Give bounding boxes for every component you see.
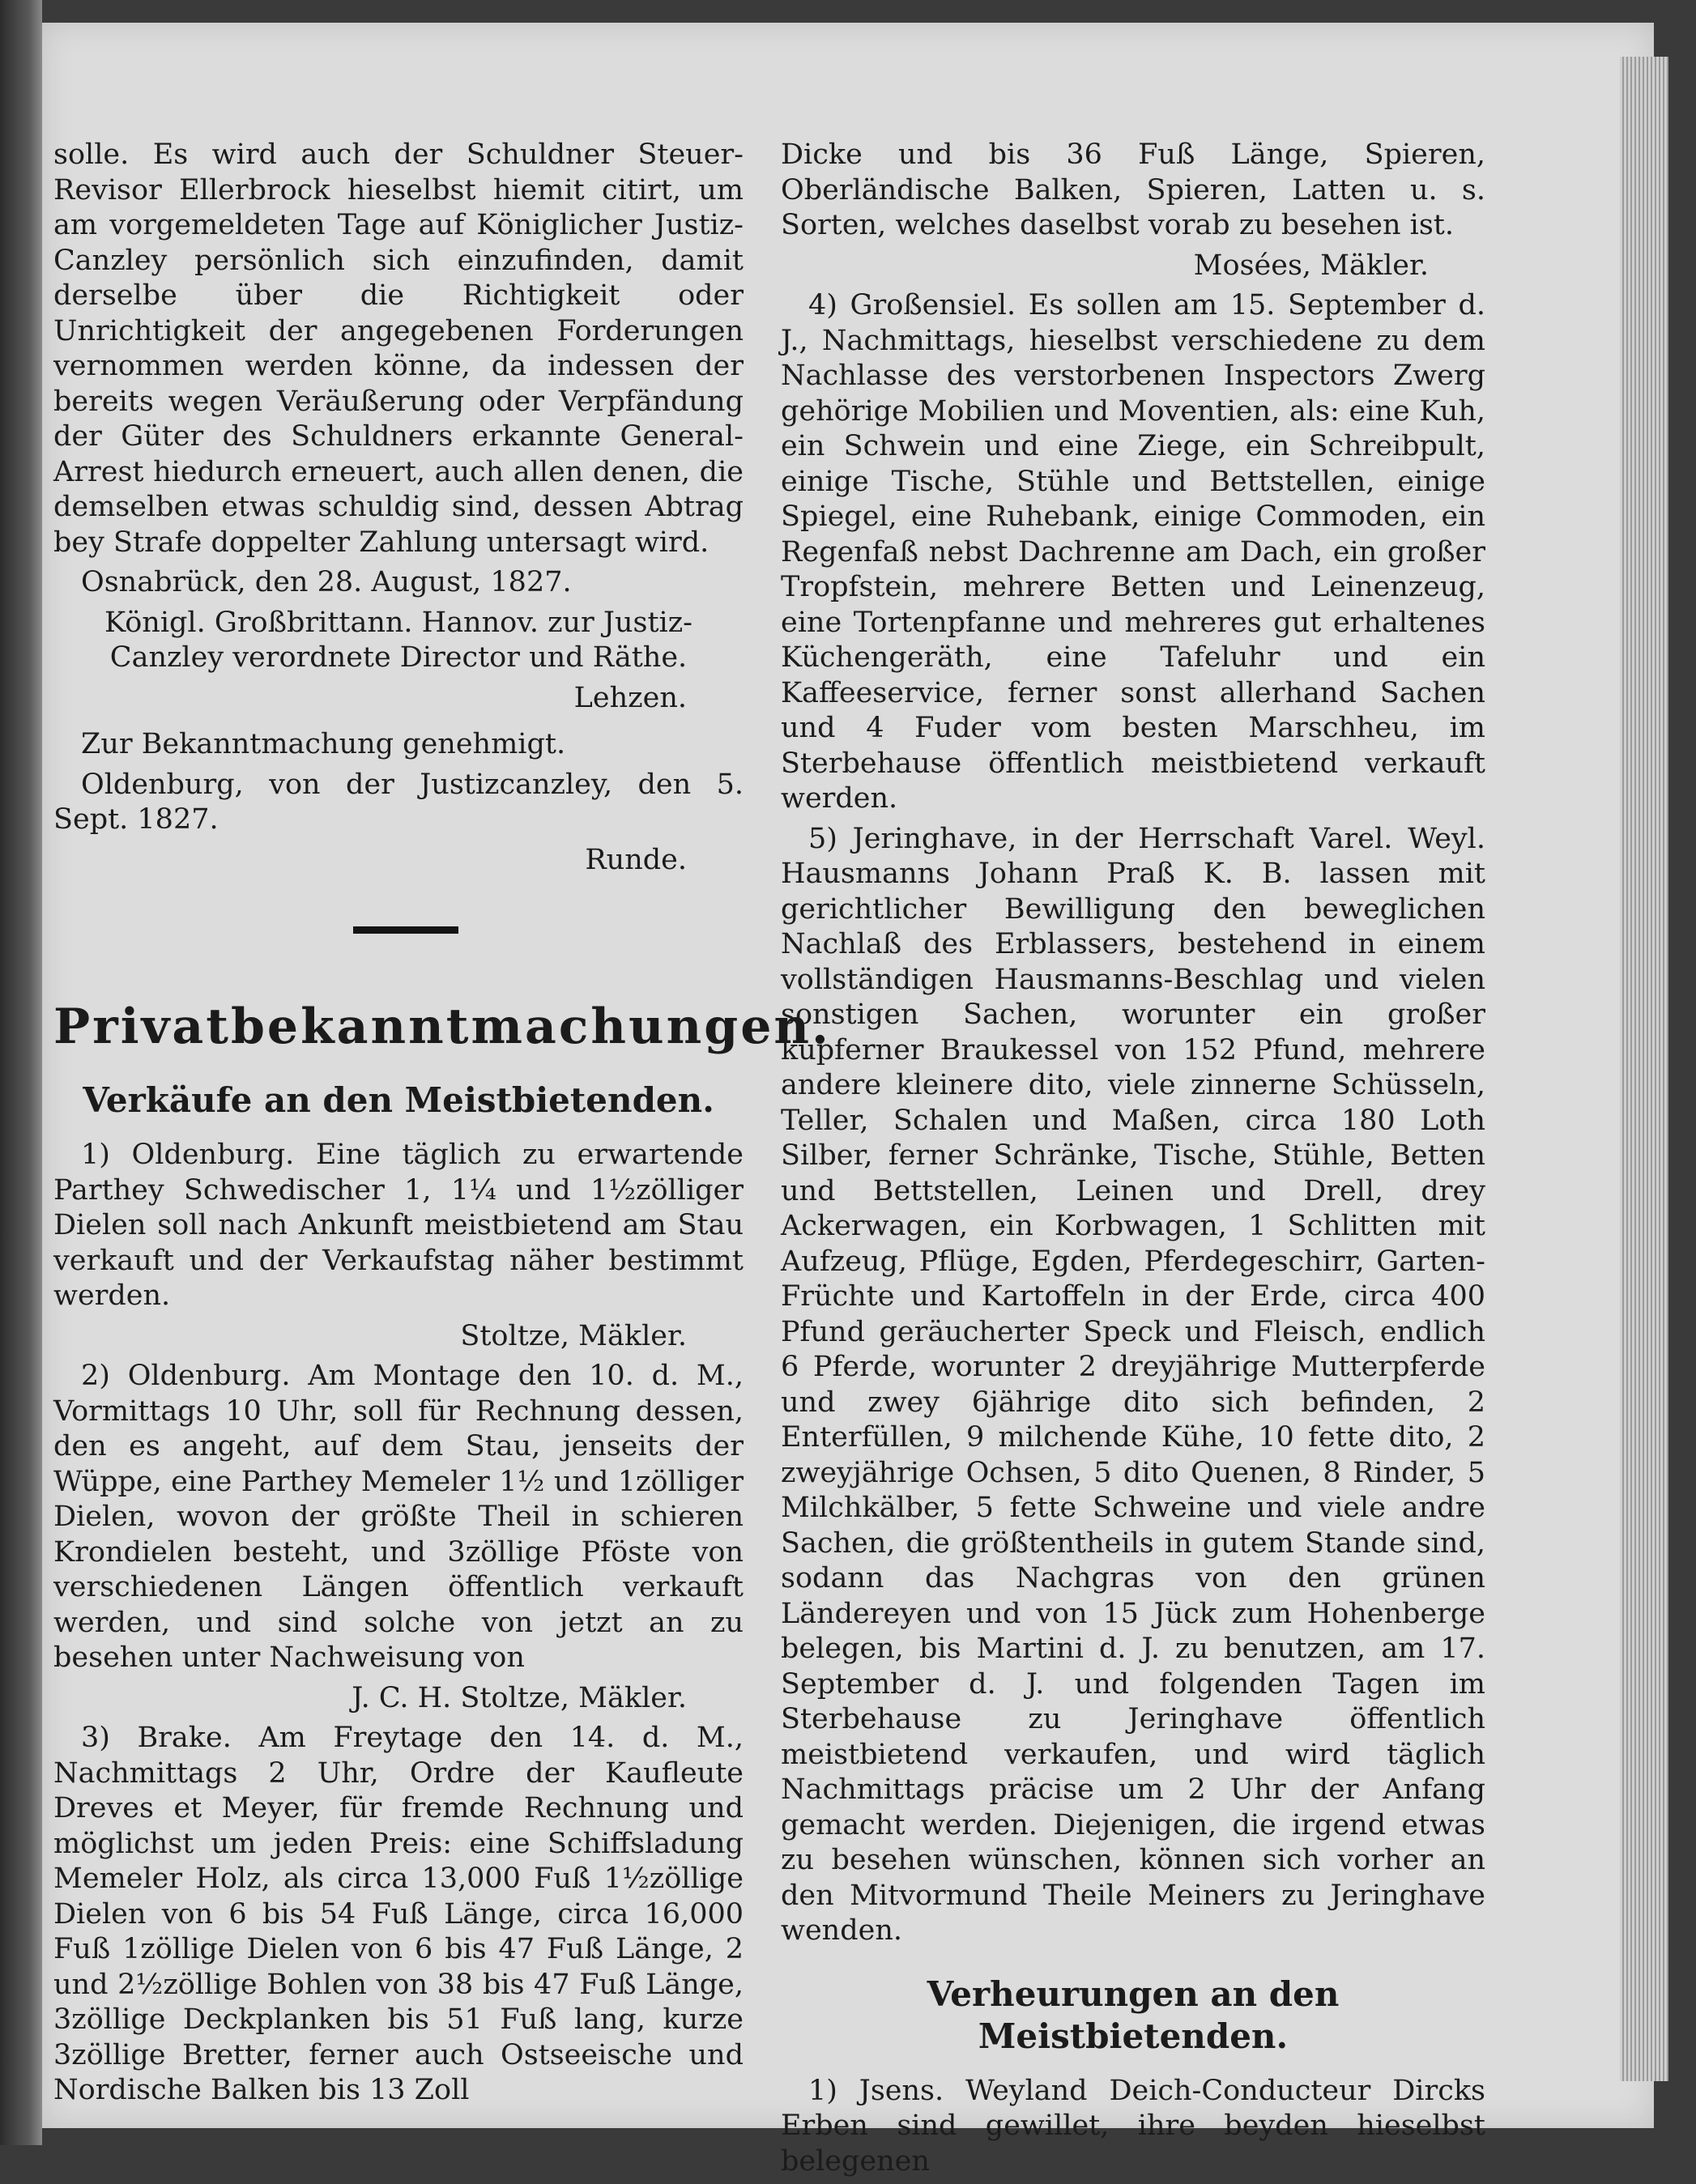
place-date: Osnabrück, den 28. August, 1827. [81,566,572,598]
subsection-title: Verkäufe an den Meistbietenden. [83,1080,714,1120]
signature-runde: Runde. [585,843,687,876]
item-3-signature: Mosées, Mäkler. [1193,249,1429,282]
left-column [53,138,831,2114]
intro-paragraph: solle. Es wird auch der Schuldner Steuer-Revisor Ellerbrock hieselbst hiemit citirt, um am vorgemeldeten Tage auf Königlicher Justiz-Canzley persönlich sich einzufinden, damit derselbe über die Richtigkeit oder Unrichtigkeit der angegebenen Forderungen vernommen werden könne, da indessen der bereits wegen Veräußerung oder Verpfändung der Güter des Schuldners erkannte General-Arrest hiedurch erneuert, auch allen denen, die demselben etwas schuldig sind, dessen Abtrag bey Strafe doppelter Zahlung untersagt wird. [53,138,744,559]
item-2: 2) Oldenburg. Am Montage den 10. d. M., Vormittags 10 Uhr, soll für Rechnung dessen, den es angeht, auf dem Stau, jenseits der Wüppe, eine Parthey Memeler 1½ und 1zölliger Dielen, wovon der größte Theil in schieren Krondielen besteht, und 3zöllige Pföste von verschiedenen Längen öffentlich verkauft werden, und sind solche von jetzt an zu besehen unter Nachweisung von [53,1360,744,1674]
item-2-signature: J. C. H. Stoltze, Mäkler. [352,1681,687,1714]
item-1-signature: Stoltze, Mäkler. [460,1319,687,1352]
section-divider [353,926,458,934]
authority-line: Königl. Großbrittann. Hannov. zur Justiz-Canzley verordnete Director und Räthe. [104,606,692,674]
approval-line: Zur Bekanntmachung genehmigt. [81,728,566,760]
oldenburg-date: Oldenburg, von der Justizcanzley, den 5. Sept. 1827. [53,768,744,836]
book-gutter [0,0,42,2145]
item-3-continued: Dicke und bis 36 Fuß Länge, Spieren, Oberländische Balken, Spieren, Latten u. s. Sorten, welches daselbst vorab zu besehen ist. [781,138,1485,241]
item-6: 1) Jsens. Weyland Deich-Conducteur Dircks Erben sind gewillet, ihre beyden hieselbst belegenen [781,2074,1485,2178]
subsection-2-title: Verheurungen an den Meistbietenden. [927,1973,1340,2056]
item-5: 5) Jeringhave, in der Herrschaft Varel. Weyl. Hausmanns Johann Praß K. B. lassen mit gerichtlicher Bewilligung den beweglichen Nachlaß des Erblassers, bestehend in einem vollständigen Hausmanns-Beschlag und vielen sonstigen Sachen, worunter ein großer kupferner Braukessel von 152 Pfund, mehrere andere kleinere dito, viele zinnerne Schüsseln, Teller, Schalen und Maßen, circa 180 Loth Silber, ferner Schränke, Tische, Stühle, Betten und Bettstellen, Leinen und Drell, drey Ackerwagen, ein Korbwagen, 1 Schlitten mit Aufzeug, Pflüge, Egden, Pferdegeschirr, Garten-Früchte und Kartoffeln in der Erde, circa 400 Pfund geräucherter Speck und Fleisch, endlich 6 Pferde, worunter 2 dreyjährige Mutterpferde und zwey 6jährige dito sich befinden, 2 Enterfüllen, 9 milchende Kühe, 10 fette dito, 2 zweyjährige Ochsen, 5 dito Quenen, 8 Rinder, 5 Milchkälber, 5 fette Schweine und viele andre Sachen, die größtentheils in gutem Stande sind, sodann das Nachgras von den grünen Ländereyen und von 15 Jück zum Hohenberge belegen, bis Martini d. J. zu benutzen, am 17. September d. J. und folgenden Tagen im Sterbehause zu Jeringhave öffentlich meistbietend verkaufen, und wird täglich Nachmittags präcise um 2 Uhr der Anfang gemacht werden. Diejenigen, die irgend etwas zu besehen wünschen, können sich vorher an den Mitvormund Theile Meiners zu Jeringhave wenden. [781,822,1485,1947]
item-3: 3) Brake. Am Freytage den 14. d. M., Nachmittags 2 Uhr, Ordre der Kaufleute Dreves et Meyer, für fremde Rechnung und möglichst um jeden Preis: eine Schiffsladung Memeler Holz, als circa 13,000 Fuß 1½zöllige Dielen von 6 bis 54 Fuß Länge, circa 16,000 Fuß 1zöllige Dielen von 6 bis 47 Fuß Länge, 2 und 2½zöllige Bohlen von 38 bis 47 Fuß Länge, 3zöllige Deckplanken bis 51 Fuß lang, kurze 3zöllige Bretter, ferner auch Ostseeische und Nordische Balken bis 13 Zoll [53,1722,744,2106]
signature-lehzen: Lehzen. [573,681,687,714]
item-1: 1) Oldenburg. Eine täglich zu erwartende Parthey Schwedischer 1, 1¼ und 1½zölliger Dielen soll nach Ankunft meistbietend am Stau verkauft und der Verkaufstag näher bestimmt werden. [53,1139,744,1312]
section-title: Privatbekanntmachungen. [53,998,831,1055]
page-edges [1620,57,1668,2081]
item-4: 4) Großensiel. Es sollen am 15. September d. J., Nachmittags, hieselbst verschiedene zu dem Nachlasse des verstorbenen Inspectors Zwerg gehörige Mobilien und Moventien, als: eine Kuh, ein Schwein und eine Ziege, ein Schreibpult, einige Tische, Stühle und Bettstellen, einige Spiegel, eine Ruhebank, einige Commoden, ein Regenfaß nebst Dachrenne am Dach, ein großer Tropfstein, mehrere Betten und Leinenzeug, eine Tortenpfanne und mehreres gut erhaltenes Küchengeräth, eine Tafeluhr und ein Kaffeeservice, ferner sonst allerhand Sachen und 4 Fuder vom besten Marschheu, im Sterbehause öffentlich meistbietend verkauft werden. [781,289,1485,815]
right-column [781,138,1485,2184]
